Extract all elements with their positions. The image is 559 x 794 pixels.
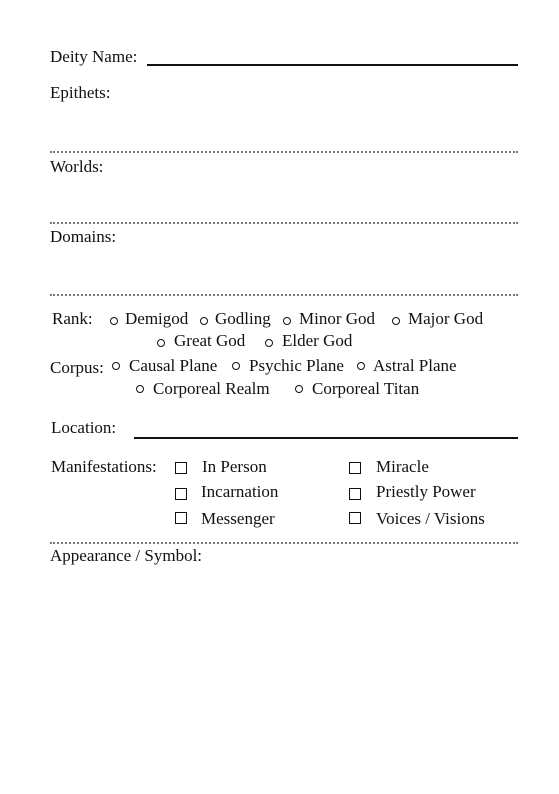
- manifestation-miracle-label: Miracle: [376, 457, 429, 476]
- manifestation-voices-visions-checkbox[interactable]: [349, 512, 361, 524]
- rank-elder-god-radio[interactable]: [265, 339, 273, 347]
- corpus-psychic-plane-radio[interactable]: [232, 362, 240, 370]
- location-label: Location:: [51, 418, 117, 437]
- manifestations-label: Manifestations:: [51, 457, 157, 476]
- rank-demigod-radio[interactable]: [110, 317, 118, 325]
- manifestation-miracle-checkbox[interactable]: [349, 462, 361, 474]
- domains-divider: [50, 294, 518, 296]
- manifestation-messenger-label: Messenger: [201, 509, 275, 528]
- worlds-divider: [50, 222, 518, 224]
- rank-godling-radio[interactable]: [200, 317, 208, 325]
- corpus-astral-plane-label: Astral Plane: [373, 356, 457, 375]
- corpus-corporeal-titan-radio[interactable]: [295, 385, 303, 393]
- rank-godling-label: Godling: [215, 309, 271, 328]
- rank-elder-god-label: Elder God: [282, 331, 353, 350]
- corpus-corporeal-realm-radio[interactable]: [136, 385, 144, 393]
- manifestation-priestly-power-label: Priestly Power: [376, 482, 476, 501]
- corpus-label: Corpus:: [50, 358, 104, 377]
- manifestation-in-person-checkbox[interactable]: [175, 462, 187, 474]
- manifestations-divider: [50, 542, 518, 544]
- corpus-causal-plane-label: Causal Plane: [129, 356, 218, 375]
- domains-label: Domains:: [50, 227, 117, 246]
- rank-great-god-radio[interactable]: [157, 339, 165, 347]
- appearance-symbol-label: Appearance / Symbol:: [50, 546, 203, 565]
- worlds-label: Worlds:: [50, 157, 104, 176]
- manifestation-incarnation-checkbox[interactable]: [175, 488, 187, 500]
- rank-great-god-label: Great God: [174, 331, 246, 350]
- rank-minor-god-radio[interactable]: [283, 317, 291, 325]
- corpus-causal-plane-radio[interactable]: [112, 362, 120, 370]
- corpus-astral-plane-radio[interactable]: [357, 362, 365, 370]
- rank-major-god-radio[interactable]: [392, 317, 400, 325]
- corpus-corporeal-titan-label: Corporeal Titan: [312, 379, 420, 398]
- epithets-divider: [50, 151, 518, 153]
- manifestation-messenger-checkbox[interactable]: [175, 512, 187, 524]
- corpus-corporeal-realm-label: Corporeal Realm: [153, 379, 270, 398]
- manifestation-voices-visions-label: Voices / Visions: [376, 509, 485, 528]
- deity-name-label: Deity Name:: [50, 47, 138, 66]
- location-field[interactable]: [134, 437, 518, 439]
- deity-name-field[interactable]: [147, 64, 518, 66]
- rank-minor-god-label: Minor God: [299, 309, 376, 328]
- epithets-label: Epithets:: [50, 83, 111, 102]
- rank-demigod-label: Demigod: [125, 309, 189, 328]
- manifestation-priestly-power-checkbox[interactable]: [349, 488, 361, 500]
- manifestation-incarnation-label: Incarnation: [201, 482, 279, 501]
- rank-label: Rank:: [52, 309, 93, 328]
- manifestation-in-person-label: In Person: [202, 457, 267, 476]
- corpus-psychic-plane-label: Psychic Plane: [249, 356, 344, 375]
- rank-major-god-label: Major God: [408, 309, 484, 328]
